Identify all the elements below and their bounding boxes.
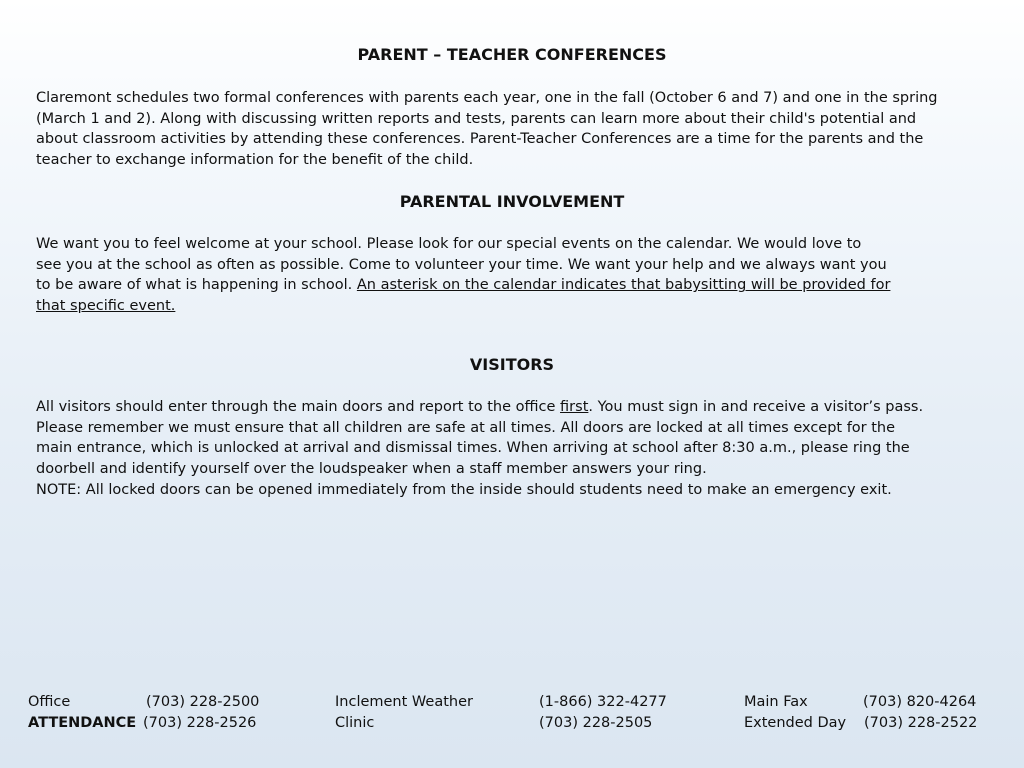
involvement-line bbox=[36, 296, 890, 317]
visitors-line: doorbell and identify yourself over the loudspeaker when a staff member answers your ring. bbox=[36, 461, 707, 478]
visitors-paragraph bbox=[36, 397, 923, 501]
contact-footer bbox=[0, 692, 1024, 736]
extended-day-label: Extended Day bbox=[744, 715, 847, 731]
weather-phone: (1-866) 322-4277 bbox=[539, 694, 667, 710]
involvement-line: see you at the school as often as possible. Come to volunteer your time. We want your help and we always want you bbox=[36, 256, 887, 273]
conferences-line: teacher to exchange information for the benefit of the child. bbox=[36, 152, 474, 169]
visitors-note: NOTE: All locked doors can be opened immediately from the inside should students need to make an emergency exit. bbox=[36, 481, 892, 498]
babysitting-note: An asterisk on the calendar indicates that babysitting will be provided for bbox=[356, 277, 891, 294]
office-label: Office bbox=[28, 694, 71, 710]
conferences-paragraph bbox=[36, 88, 938, 171]
attendance-phone: (703) 228-2526 bbox=[143, 715, 257, 731]
first-emphasis: first bbox=[560, 399, 589, 415]
fax-phone: (703) 820-4264 bbox=[863, 694, 977, 710]
visitors-line bbox=[36, 397, 923, 418]
involvement-heading: PARENTAL INVOLVEMENT bbox=[399, 192, 625, 211]
involvement-line bbox=[36, 275, 890, 296]
extended-day-phone: (703) 228-2522 bbox=[864, 715, 978, 731]
attendance-label: ATTENDANCE bbox=[28, 715, 137, 731]
visitors-line: Please remember we must ensure that all children are safe at all times. All doors are locked at all times except for the bbox=[36, 419, 896, 436]
involvement-paragraph bbox=[36, 234, 890, 317]
involvement-line: We want you to feel welcome at your school. Please look for our special events on the calendar. We would love to bbox=[36, 236, 862, 252]
conferences-heading: PARENT – TEACHER CONFERENCES bbox=[357, 45, 667, 64]
conferences-line: (March 1 and 2). Along with discussing written reports and tests, parents can learn more about their child's potential and bbox=[36, 110, 917, 127]
visitors-line-end: . You must sign in and receive a visitor’s pass. bbox=[588, 399, 924, 415]
conferences-line: about classroom activities by attending these conferences. Parent-Teacher Conferences are a time for the parents and the bbox=[36, 131, 924, 148]
weather-label: Inclement Weather bbox=[335, 694, 473, 710]
office-phone: (703) 228-2500 bbox=[146, 694, 260, 710]
visitors-line-start: All visitors should enter through the main doors and report to the office bbox=[36, 399, 561, 415]
clinic-label: Clinic bbox=[335, 715, 375, 731]
visitors-heading: VISITORS bbox=[469, 355, 555, 374]
babysitting-note-end: that specific event. bbox=[36, 298, 176, 315]
clinic-phone: (703) 228-2505 bbox=[539, 715, 653, 731]
fax-label: Main Fax bbox=[744, 694, 808, 710]
involvement-line-text: to be aware of what is happening in school. bbox=[36, 277, 357, 294]
visitors-line: main entrance, which is unlocked at arrival and dismissal times. When arriving at school after 8:30 a.m., please ring the bbox=[36, 440, 910, 457]
conferences-line: Claremont schedules two formal conferences with parents each year, one in the fall (October 6 and 7) and one in the spring bbox=[36, 90, 938, 106]
